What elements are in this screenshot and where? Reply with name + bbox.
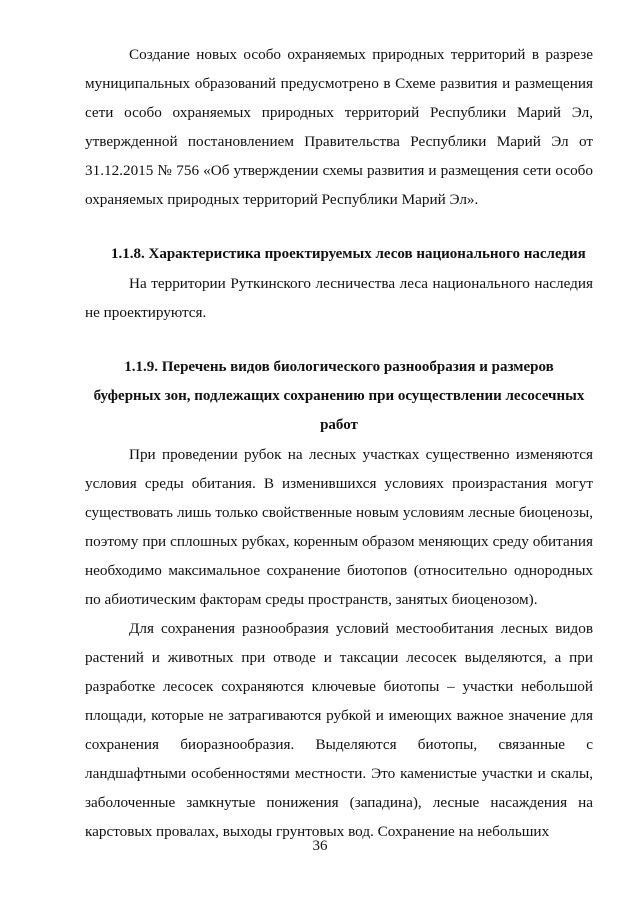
section-heading-1-1-9: 1.1.9. Перечень видов биологического разнообразия и размеров буферных зон, подлежащих сохранению при осуществлении лесосечных работ xyxy=(93,359,585,433)
page-number: 36 xyxy=(312,838,328,854)
paragraph-national-heritage: На территории Руткинского лесничества леса национального наследия не проектируются. xyxy=(85,275,593,321)
section-heading-1-1-8: 1.1.8. Характеристика проектируемых лесов национального наследия xyxy=(111,246,586,262)
paragraph-key-biotopes: Для сохранения разнообразия условий местообитания лесных видов растений и животных при отводе и таксации лесосек выделяются, а при разработке лесосек сохраняются ключевые биотопы – участки небольшой площади, которые не затрагиваются рубкой и имеющих важное значение для сохранения биоразнообразия. Выделяются биотопы, связанные с ландшафтными особенностями местности. Это каменистые участки и скалы, заболоченные замкнутые понижения (западина), лесные насаждения на карстовых провалах, выходы грунтовых вод. Сохранение на небольших xyxy=(85,620,593,840)
paragraph-habitat-conditions: При проведении рубок на лесных участках существенно изменяются условия среды обитания. В изменившихся условиях произрастания могут существовать лишь только свойственные новым условиям лесные биоценозы, поэтому при сплошных рубках, коренным образом меняющих среду обитания необходимо максимальное сохранение биотопов (относительно однородных по абиотическим факторам среды пространств, занятых биоценозом). xyxy=(85,446,593,608)
paragraph-protected-territories: Создание новых особо охраняемых природных территорий в разрезе муниципальных образований предусмотрено в Схеме развития и размещения сети особо охраняемых природных территорий Республики Марий Эл, утвержденной постановлением Правительства Республики Марий Эл от 31.12.2015 № 756 «Об утверждении схемы развития и размещения сети особо охраняемых природных территорий Республики Марий Эл». xyxy=(85,46,593,208)
